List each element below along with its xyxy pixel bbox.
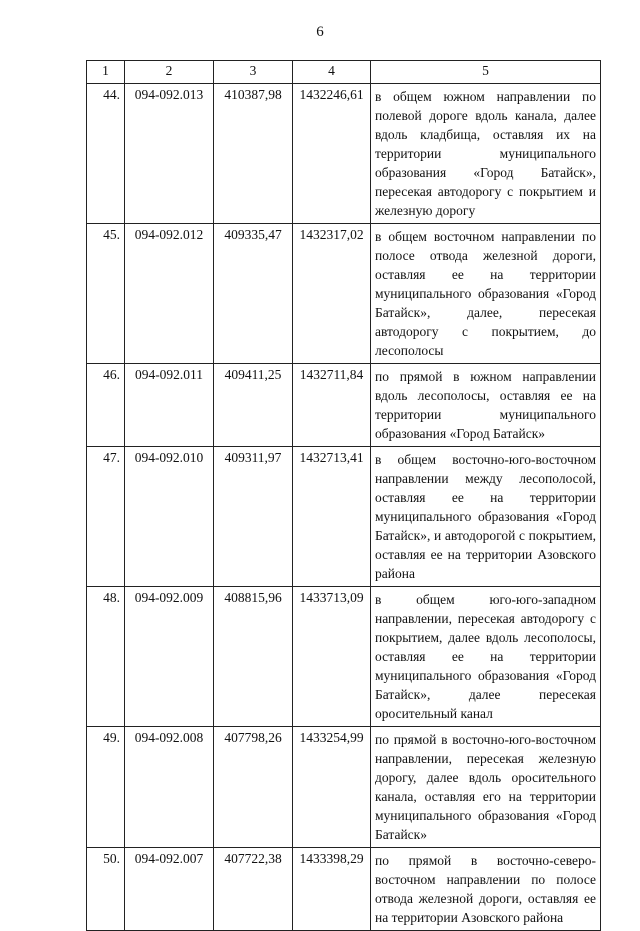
boundary-description: по прямой в южном направлении вдоль лесополосы, оставляя ее на территории муниципального образования «Город Батайск» [371, 364, 601, 447]
row-number: 50. [87, 848, 125, 931]
point-code: 094-092.010 [125, 447, 214, 587]
column-header: 3 [214, 61, 293, 84]
x-coordinate: 407722,38 [214, 848, 293, 931]
boundary-description: в общем восточно-юго-восточном направлении между лесополосой, оставляя ее на территории муниципального образования «Город Батайск», и автодорогой с покрытием, оставляя ее на территории Азовского района [371, 447, 601, 587]
point-code: 094-092.009 [125, 587, 214, 727]
column-header: 5 [371, 61, 601, 84]
x-coordinate: 409411,25 [214, 364, 293, 447]
x-coordinate: 410387,98 [214, 84, 293, 224]
table-row [87, 727, 601, 848]
table-row [87, 848, 601, 931]
x-coordinate: 409335,47 [214, 224, 293, 364]
boundary-description: в общем юго-юго-западном направлении, пересекая автодорогу с покрытием, далее вдоль лесополосы, оставляя ее на территории муниципального образования «Город Батайск», далее пересекая оросительный канал [371, 587, 601, 727]
y-coordinate: 1433254,99 [293, 727, 371, 848]
point-code: 094-092.008 [125, 727, 214, 848]
row-number: 44. [87, 84, 125, 224]
point-code: 094-092.007 [125, 848, 214, 931]
table-header-row [87, 61, 601, 84]
point-code: 094-092.013 [125, 84, 214, 224]
column-header: 4 [293, 61, 371, 84]
boundary-description: по прямой в восточно-юго-восточном направлении, пересекая железную дорогу, далее вдоль оросительного канала, оставляя его на территории муниципального образования «Город Батайск» [371, 727, 601, 848]
point-code: 094-092.012 [125, 224, 214, 364]
boundary-description: по прямой в восточно-северо-восточном направлении по полосе отвода железной дороги, оставляя ее на территории Азовского района [371, 848, 601, 931]
y-coordinate: 1432711,84 [293, 364, 371, 447]
boundary-points-table [86, 60, 601, 931]
x-coordinate: 408815,96 [214, 587, 293, 727]
column-header: 2 [125, 61, 214, 84]
column-header: 1 [87, 61, 125, 84]
y-coordinate: 1432246,61 [293, 84, 371, 224]
row-number: 48. [87, 587, 125, 727]
x-coordinate: 407798,26 [214, 727, 293, 848]
row-number: 47. [87, 447, 125, 587]
y-coordinate: 1433398,29 [293, 848, 371, 931]
y-coordinate: 1432317,02 [293, 224, 371, 364]
table-row [87, 84, 601, 224]
x-coordinate: 409311,97 [214, 447, 293, 587]
row-number: 45. [87, 224, 125, 364]
page-number: 6 [316, 24, 324, 40]
y-coordinate: 1433713,09 [293, 587, 371, 727]
table-row [87, 587, 601, 727]
table-row [87, 224, 601, 364]
row-number: 46. [87, 364, 125, 447]
boundary-description: в общем южном направлении по полевой дороге вдоль канала, далее вдоль кладбища, оставляя их на территории муниципального образования «Город Батайск», пересекая автодорогу с покрытием и железную дорогу [371, 84, 601, 224]
table-row [87, 364, 601, 447]
row-number: 49. [87, 727, 125, 848]
table-row [87, 447, 601, 587]
y-coordinate: 1432713,41 [293, 447, 371, 587]
point-code: 094-092.011 [125, 364, 214, 447]
boundary-description: в общем восточном направлении по полосе отвода железной дороги, оставляя ее на территории муниципального образования «Город Батайск», далее, пересекая автодорогу с покрытием, до лесополосы [371, 224, 601, 364]
